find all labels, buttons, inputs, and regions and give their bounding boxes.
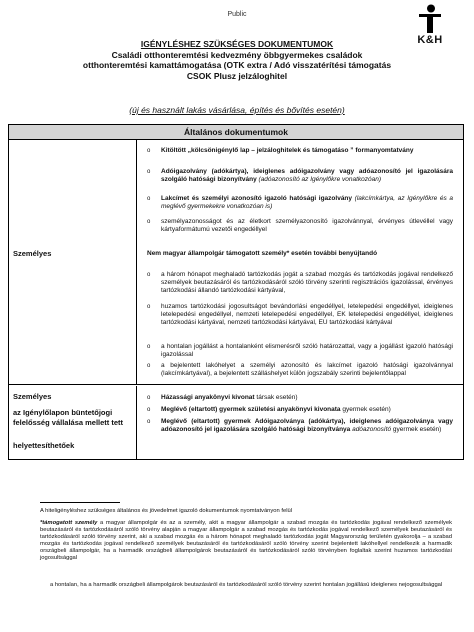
title-line-2: Családi otthonteremtési kedvezmény öbbgyermekes családok [111,49,363,60]
list-item: o Házassági anyakönyvi kivonat társak esetén) [147,394,298,401]
footnote-2: *támogatott személy a magyar állampolgár és az a személy, akit a magyar állampolgár a szabad mozgás és tartózkodás jogával rendelkező személyek beutazásáról és tartózkodásáról szóló törvény alapján a magyar állampolgár a szabad mozgás és tartózkodás jogával rendelkező személyek beutazásáról és tartózkodásáról szóló törvény szerint, aki a szabad mozgás és a három hónapot meghaladó tartózkodás jogát Magyarország területén gyakorolja – a szabad mozgás és tartózkodás jogával rendelkező személyek beutazásáról és tartózkodásáról szóló törvény szerint bejelentett lakóhellyel rendelkezik a harmadik országbeli állampolgár, ha a harmadik országbeli állampolgárok beutazásáról és tartózkodásáról szóló törvényben foglaltak szerint huzamos tartózkodási jogosultsággal [40,520,452,561]
list-item: o huzamos tartózkodási jogosultságot bevándorlási engedéllyel, letelepedési engedéllyel, ideiglenes letelepedési engedéllyel, nemzeti letelepedési engedéllyel, EK letelepedési engedéllyel, ideiglenes tartózkodási kártyával, nemzeti tartózkodási kártyával, EU tartózkodási kártyával [147,303,453,327]
bullet-icon: o [147,304,151,310]
row-content-cell [137,140,463,384]
bullet-icon: o [147,219,151,225]
section-label-substitutable: helyettesíthetőek [13,441,75,450]
bullet-icon: o [147,363,151,369]
bullet-icon: o [147,419,151,425]
bullet-icon: o [147,344,151,350]
list-item: o a hontalan jogállást a hontalanként elismerésről szóló határozattal, vagy a jogállást igazoló hatósági igazolással [147,343,453,359]
kh-logo-text: K&H [417,34,443,46]
document-title [0,39,474,81]
footnote-3: a hontalan, ha a harmadik országbeli állampolgárok beutazásáról és tartózkodásáról szóló törvény szerint hontalan jogállású ideiglenes nejogosultsággal [50,582,443,588]
table-row-personal [9,140,463,385]
table-header: Általános dokumentumok [9,125,463,140]
title-line-3: otthonteremtési kamattámogatása (OTK extra / Adó visszatérítési támogatás [82,60,392,70]
list-item: o Kitöltött „kölcsönigénylő lap – jelzáloghitelek és támogatáso ” formanyomtatvány [147,147,414,154]
list-item: o Adóigazolvány (adókártya), ideiglenes adóigazolvány vagy adóazonosító jel igazolására szolgáló hatósági bizonyítvány (adóazonosító az Igénylőkre vonatkozóan) [147,168,453,184]
section-label-personal-2: Személyes [13,392,52,401]
title-line-4: CSOK Plusz jelzáloghitel [186,70,288,81]
document-subtitle: (új és használt lakás vásárlása, építés és bővítés esetén) [129,105,345,115]
list-item: o a bejelentett lakóhelyet a személyi azonosító és lakcímet igazoló hatósági igazolvánnyal (lakcímkártyával), a bejelentett szálláshelyet külön jogszabály szerinti bejelentőlappal [147,362,453,378]
classification-label: Public [227,11,247,18]
row-label-cell [9,386,137,459]
list-item: o Meglévő (eltartott) gyermek Adóigazolványa (adókártya), ideiglenes adóigazolványa vagy adóazonosító jel igazolására szolgáló hatósági bizonyítványa adóazonosító gyermek esetén) [147,418,453,434]
row-label-cell [9,140,137,384]
bullet-icon: o [147,169,151,175]
kh-figure-icon [416,4,444,34]
bullet-icon: o [147,196,151,202]
row-content-cell [137,386,463,459]
table-row-substitutable [9,386,463,459]
footnote-separator [40,502,120,503]
foreign-citizen-note: Nem magyar állampolgár támogatott személy* esetén további benyújtandó [147,250,378,257]
documents-table [8,124,464,460]
list-item: o Meglévő (eltartott) gyermek születési anyakönyvi kivonata gyermek esetén) [147,406,391,413]
list-item: o Lakcímet és személyi azonosító igazoló hatósági igazolvány (lakcímkártya, az Igénylőkre és a meglévő gyermekekre vonatkozóan is) [147,195,453,211]
bullet-icon: o [147,148,151,154]
bullet-icon: o [147,407,151,413]
bullet-icon: o [147,272,151,278]
bullet-icon: o [147,395,151,401]
section-label-personal: Személyes [13,249,52,258]
footnote-1: A hiteligényléshez szükséges általános és jövedelmet igazoló dokumentumok nyomtatványon felül [40,508,292,514]
title-line-1: IGÉNYLÉSHEZ SZÜKSÉGES DOKUMENTUMOK [140,39,334,49]
list-item: o személyazonosságot és az életkort személyazonosító igazolvánnyal, érvényes útlevéllel vagy kártyaformátumú vezetői engedéllyel [147,218,453,234]
section-label-declaration: az Igénylőlapon büntetőjogi felelősség vállalása mellett tett [13,408,124,427]
list-item: o a három hónapot meghaladó tartózkodás jogát a szabad mozgás és tartózkodás jogával rendelkező személyek beutazásáról és tartózkodásáról szóló törvény szerinti regisztrációs igazolással, érvényes tartózkodási állandó tartózkodási kártyával, [147,271,453,295]
